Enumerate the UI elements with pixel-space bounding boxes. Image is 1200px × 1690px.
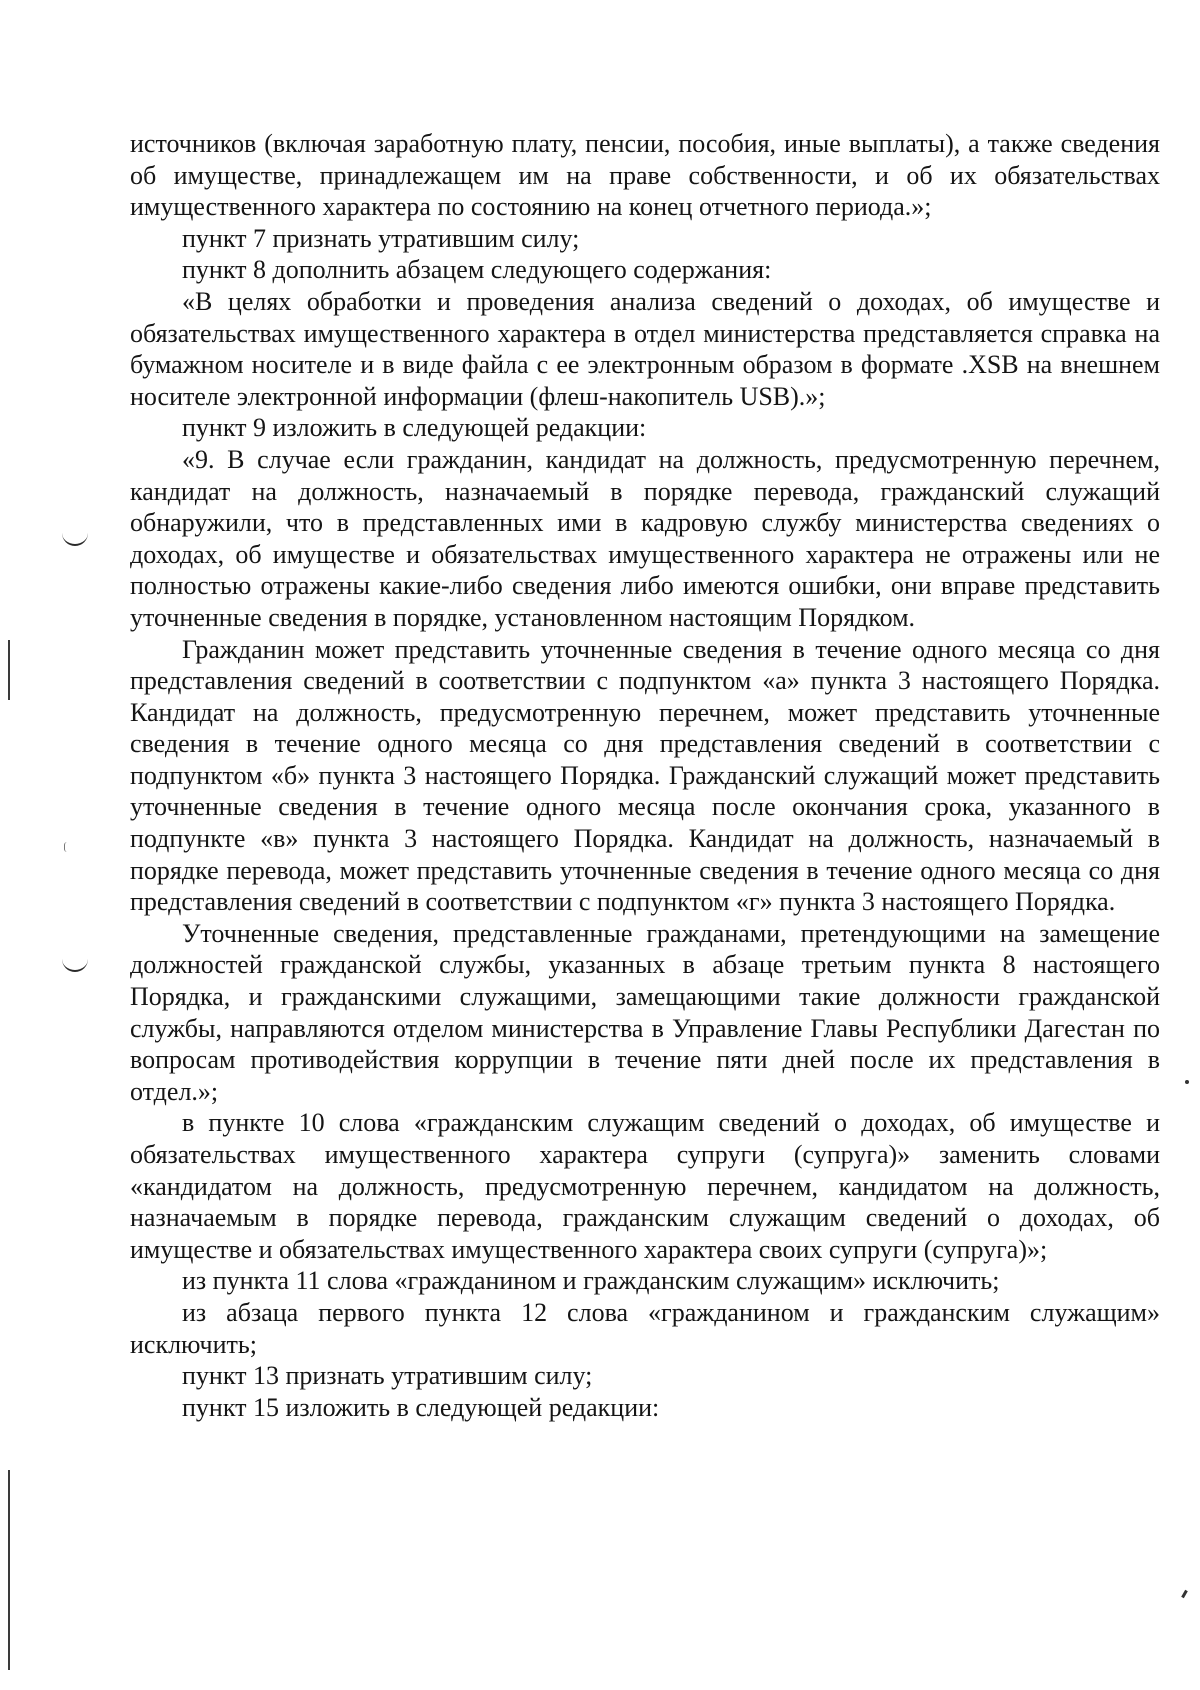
scan-speck [64, 842, 70, 852]
scan-speck-corner [1181, 1590, 1188, 1598]
paragraph-clarified-submission: Уточненные сведения, представленные гражданами, претендующими на замещение должностей гражданской службы, указанных в абзаце третьим пункта 8 настоящего Порядка, и гражданскими служащими, замещающими такие должности гражданской службы, направляются отделом министерства в Управление Главы Республики Дагестан по вопросам противодействия коррупции в течение пяти дней после их представления в отдел.»; [130, 918, 1160, 1106]
document-body [130, 128, 1160, 1423]
scan-punch-mark-lower [62, 958, 88, 972]
scan-margin-line [8, 640, 10, 700]
paragraph-continuation: источников (включая заработную плату, пенсии, пособия, иные выплаты), а также сведения об имуществе, принадлежащем им на праве собственности, и об их обязательствах имущественного характера по состоянию на конец отчетного периода.»; [130, 129, 1160, 222]
scan-margin-line-bottom [8, 1470, 10, 1670]
paragraph-item-13: пункт 13 признать утратившим силу; [182, 1361, 593, 1391]
paragraph-item-8: пункт 8 дополнить абзацем следующего содержания: [182, 255, 772, 285]
paragraph-clarified-terms: Гражданин может представить уточненные сведения в течение одного месяца со дня представления сведений в соответствии с подпунктом «а» пункта 3 настоящего Порядка. Кандидат на должность, предусмотренную перечнем, может представить уточненные сведения в течение одного месяца со дня представления сведений в соответствии с подпунктом «б» пункта 3 настоящего Порядка. Гражданский служащий может представить уточненные сведения в течение одного месяца после окончания срока, указанного в подпункте «в» пункта 3 настоящего Порядка. Кандидат на должность, назначаемый в порядке перевода, может представить уточненные сведения в течение одного месяца со дня представления сведений в соответствии с подпунктом «г» пункта 3 настоящего Порядка. [130, 634, 1160, 917]
paragraph-item-12: из абзаца первого пункта 12 слова «гражданином и гражданским служащим» исключить; [130, 1297, 1160, 1359]
scan-speck-right [1185, 1080, 1189, 1084]
paragraph-item-7: пункт 7 признать утратившим силу; [182, 223, 580, 253]
paragraph-item-15: пункт 15 изложить в следующей редакции: [182, 1392, 660, 1422]
paragraph-item-9: пункт 9 изложить в следующей редакции: [182, 413, 647, 443]
paragraph-item-11: из пункта 11 слова «гражданином и гражданским служащим» исключить; [182, 1266, 1000, 1296]
paragraph-item-8-quote: «В целях обработки и проведения анализа сведений о доходах, об имуществе и обязательствах имущественного характера в отдел министерства представляется справка на бумажном носителе и в виде файла с ее электронным образом в формате .XSB на внешнем носителе электронной информации (флеш-накопитель USB).»; [130, 286, 1160, 411]
paragraph-item-10: в пункте 10 слова «гражданским служащим сведений о доходах, об имуществе и обязательствах имущественного характера супруги (супруга)» заменить словами «кандидатом на должность, предусмотренную перечнем, кандидатом на должность, назначаемым в порядке перевода, гражданским служащим сведений о доходах, об имуществе и обязательствах имущественного характера своих супруги (супруга)»; [130, 1108, 1160, 1264]
scan-punch-mark-upper [62, 532, 88, 546]
paragraph-item-9-quote: «9. В случае если гражданин, кандидат на должность, предусмотренную перечнем, кандидат на должность, назначаемый в порядке перевода, гражданский служащий обнаружили, что в представленных ими в кадровую службу министерства сведениях о доходах, об имуществе и обязательствах имущественного характера не отражены или не полностью отражены какие-либо сведения либо имеются ошибки, они вправе представить уточненные сведения в порядке, установленном настоящим Порядком. [130, 444, 1160, 632]
